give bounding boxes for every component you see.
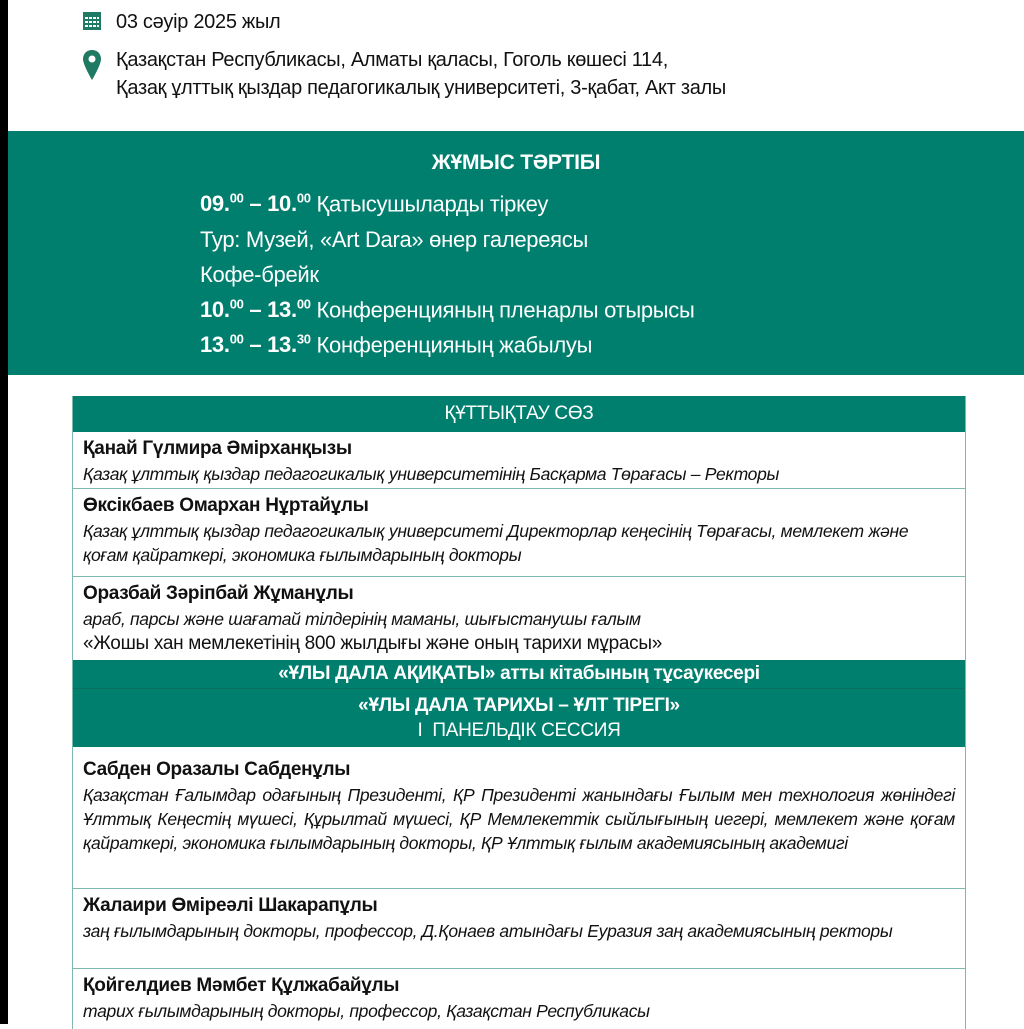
book-presentation-header: «ҰЛЫ ДАЛА АҚИҚАТЫ» атты кітабының тұсаукесері [73,660,965,689]
schedule-title: ЖҰМЫС ТӘРТІБІ [431,151,601,174]
schedule-item: Кофе-брейк [200,262,319,287]
speaker-name: Өксікбаев Омархан Нұртайұлы [83,495,369,516]
page-edge [0,0,8,1024]
program-table [72,396,966,1029]
schedule-item: 13.00 – 13.30 Конференцияның жабылуы [200,332,593,358]
speaker-desc: Қазақ ұлттық қыздар педагогикалық университеті Директорлар кеңесінің Төрағасы, мемлекет және қоғам қайраткері, экономика ғылымдарының докторы [83,521,909,565]
speaker-name: Қанай Гүлмира Әмірханқызы [83,438,352,459]
map-pin-icon [82,50,102,86]
table-row [73,577,965,660]
speaker-name: Қойгелдиев Мәмбет Құлжабайұлы [83,975,400,996]
speaker-desc: Қазақстан Ғалымдар одағының Президенті, ҚР Президенті жанындағы Ғылым мен технология жөніндегі Ұлттық Кеңестің мүшесі, Құрылтай мүшесі, ҚР Мемлекеттік сыйлығының иегері, мемлекет және қоғам қайраткері, экономика ғылымдарының докторы, ҚР Ұлттық ғылым академиясының академигі [83,785,955,853]
panel-subtitle: I ПАНЕЛЬДІК СЕССИЯ [417,720,621,741]
table-row [73,889,965,969]
table-row [73,432,965,489]
table-row [73,969,965,1029]
schedule-section [8,131,1024,375]
schedule-item: 10.00 – 13.00 Конференцияның пленарлы отырысы [200,297,695,323]
table-row [73,747,965,889]
schedule-item: 09.00 – 10.00 Қатысушыларды тіркеу [200,191,549,217]
speaker-desc: заң ғылымдарының докторы, профессор, Д.Қонаев атындағы Еуразия заң академиясының ректоры [83,921,893,941]
speaker-name: Оразбай Зәріпбай Жұманұлы [83,583,354,604]
speaker-desc: тарих ғылымдарының докторы, профессор, Қазақстан Республикасы [83,1001,650,1021]
speaker-desc: араб, парсы және шағатай тілдерінің маманы, шығыстанушы ғалым [83,609,641,629]
speaker-name: Сабден Оразалы Сабденұлы [83,759,351,780]
speaker-name: Жалаири Өміреәлі Шакарапұлы [83,895,378,916]
table-row [73,489,965,577]
greeting-header: ҚҰТТЫҚТАУ СӨЗ [73,396,965,432]
speaker-desc: Қазақ ұлттық қыздар педагогикалық университетінің Басқарма Төрағасы – Ректоры [83,464,780,484]
schedule-item: Тур: Музей, «Art Dara» өнер галереясы [200,227,588,252]
calendar-icon [82,11,102,37]
talk-topic: «Жошы хан мемлекетінің 800 жылдығы және оның тарихи мұрасы» [83,633,662,654]
panel-header [73,689,965,747]
panel-title: «ҰЛЫ ДАЛА ТАРИХЫ – ҰЛТ ТІРЕГІ» [358,695,680,716]
